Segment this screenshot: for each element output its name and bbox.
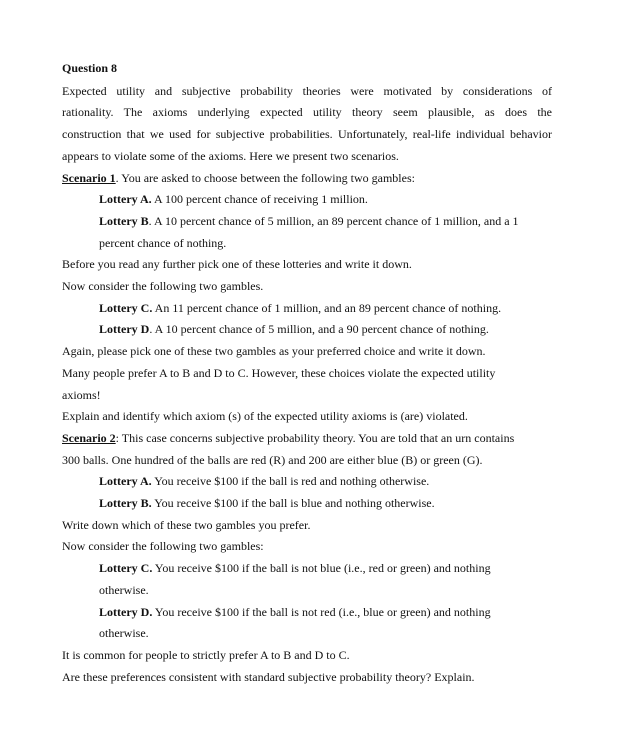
s1-many: Many people prefer A to B and D to C. However, these choices violate the expected utility: [62, 365, 496, 380]
s2-common: It is common for people to strictly prefer A to B and D to C.: [62, 647, 350, 662]
intro-line: rationality. The axioms underlying expected utility theory seem plausible, as does the: [62, 105, 552, 120]
s1-explain: Explain and identify which axiom (s) of the expected utility axioms is (are) violated.: [62, 409, 468, 424]
s2-lottery-b: Lottery B. You receive $100 if the ball is blue and nothing otherwise.: [99, 496, 435, 511]
s2-lottery-d: Lottery D. You receive $100 if the ball is not red (i.e., blue or green) and nothing: [99, 604, 491, 619]
s1-lottery-a: Lottery A. A 100 percent chance of receiving 1 million.: [99, 192, 368, 207]
s2-question: Are these preferences consistent with standard subjective probability theory? Explain.: [62, 669, 475, 684]
s1-lottery-b-cont: percent chance of nothing.: [99, 235, 227, 250]
s2-write: Write down which of these two gambles you prefer.: [62, 517, 311, 532]
intro-line: appears to violate some of the axioms. Here we present two scenarios.: [62, 148, 399, 163]
scenario-2-intro: Scenario 2: This case concerns subjective probability theory. You are told that an urn contains: [62, 430, 515, 445]
scenario-1-intro: Scenario 1. You are asked to choose between the following two gambles:: [62, 170, 415, 185]
s1-axioms: axioms!: [62, 387, 101, 402]
s1-again: Again, please pick one of these two gambles as your preferred choice and write it down.: [62, 344, 486, 359]
intro-line: Expected utility and subjective probability theories were motivated by considerations of: [62, 83, 552, 98]
intro-line: construction that we used for subjective probabilities. Unfortunately, real-life individual behavior: [62, 127, 552, 142]
scenario-1-heading: Scenario 1: [62, 170, 116, 185]
question-body: [62, 58, 552, 688]
s2-balls: 300 balls. One hundred of the balls are red (R) and 200 are either blue (B) or green (G).: [62, 452, 483, 467]
s1-before: Before you read any further pick one of these lotteries and write it down.: [62, 257, 412, 272]
s1-lottery-b: Lottery B. A 10 percent chance of 5 million, an 89 percent chance of 1 million, and a 1: [99, 213, 519, 228]
s1-lottery-d: Lottery D. A 10 percent chance of 5 million, and a 90 percent chance of nothing.: [99, 322, 489, 337]
s2-now: Now consider the following two gambles:: [62, 539, 264, 554]
scenario-2-heading: Scenario 2: [62, 430, 116, 445]
s2-lottery-c: Lottery C. You receive $100 if the ball is not blue (i.e., red or green) and nothing: [99, 561, 491, 576]
s2-lottery-d-cont: otherwise.: [99, 626, 149, 641]
s1-lottery-c: Lottery C. An 11 percent chance of 1 million, and an 89 percent chance of nothing.: [99, 300, 502, 315]
s1-now: Now consider the following two gambles.: [62, 279, 264, 294]
s2-lottery-c-cont: otherwise.: [99, 582, 149, 597]
question-title: Question 8: [62, 61, 118, 75]
s2-lottery-a: Lottery A. You receive $100 if the ball is red and nothing otherwise.: [99, 474, 430, 489]
